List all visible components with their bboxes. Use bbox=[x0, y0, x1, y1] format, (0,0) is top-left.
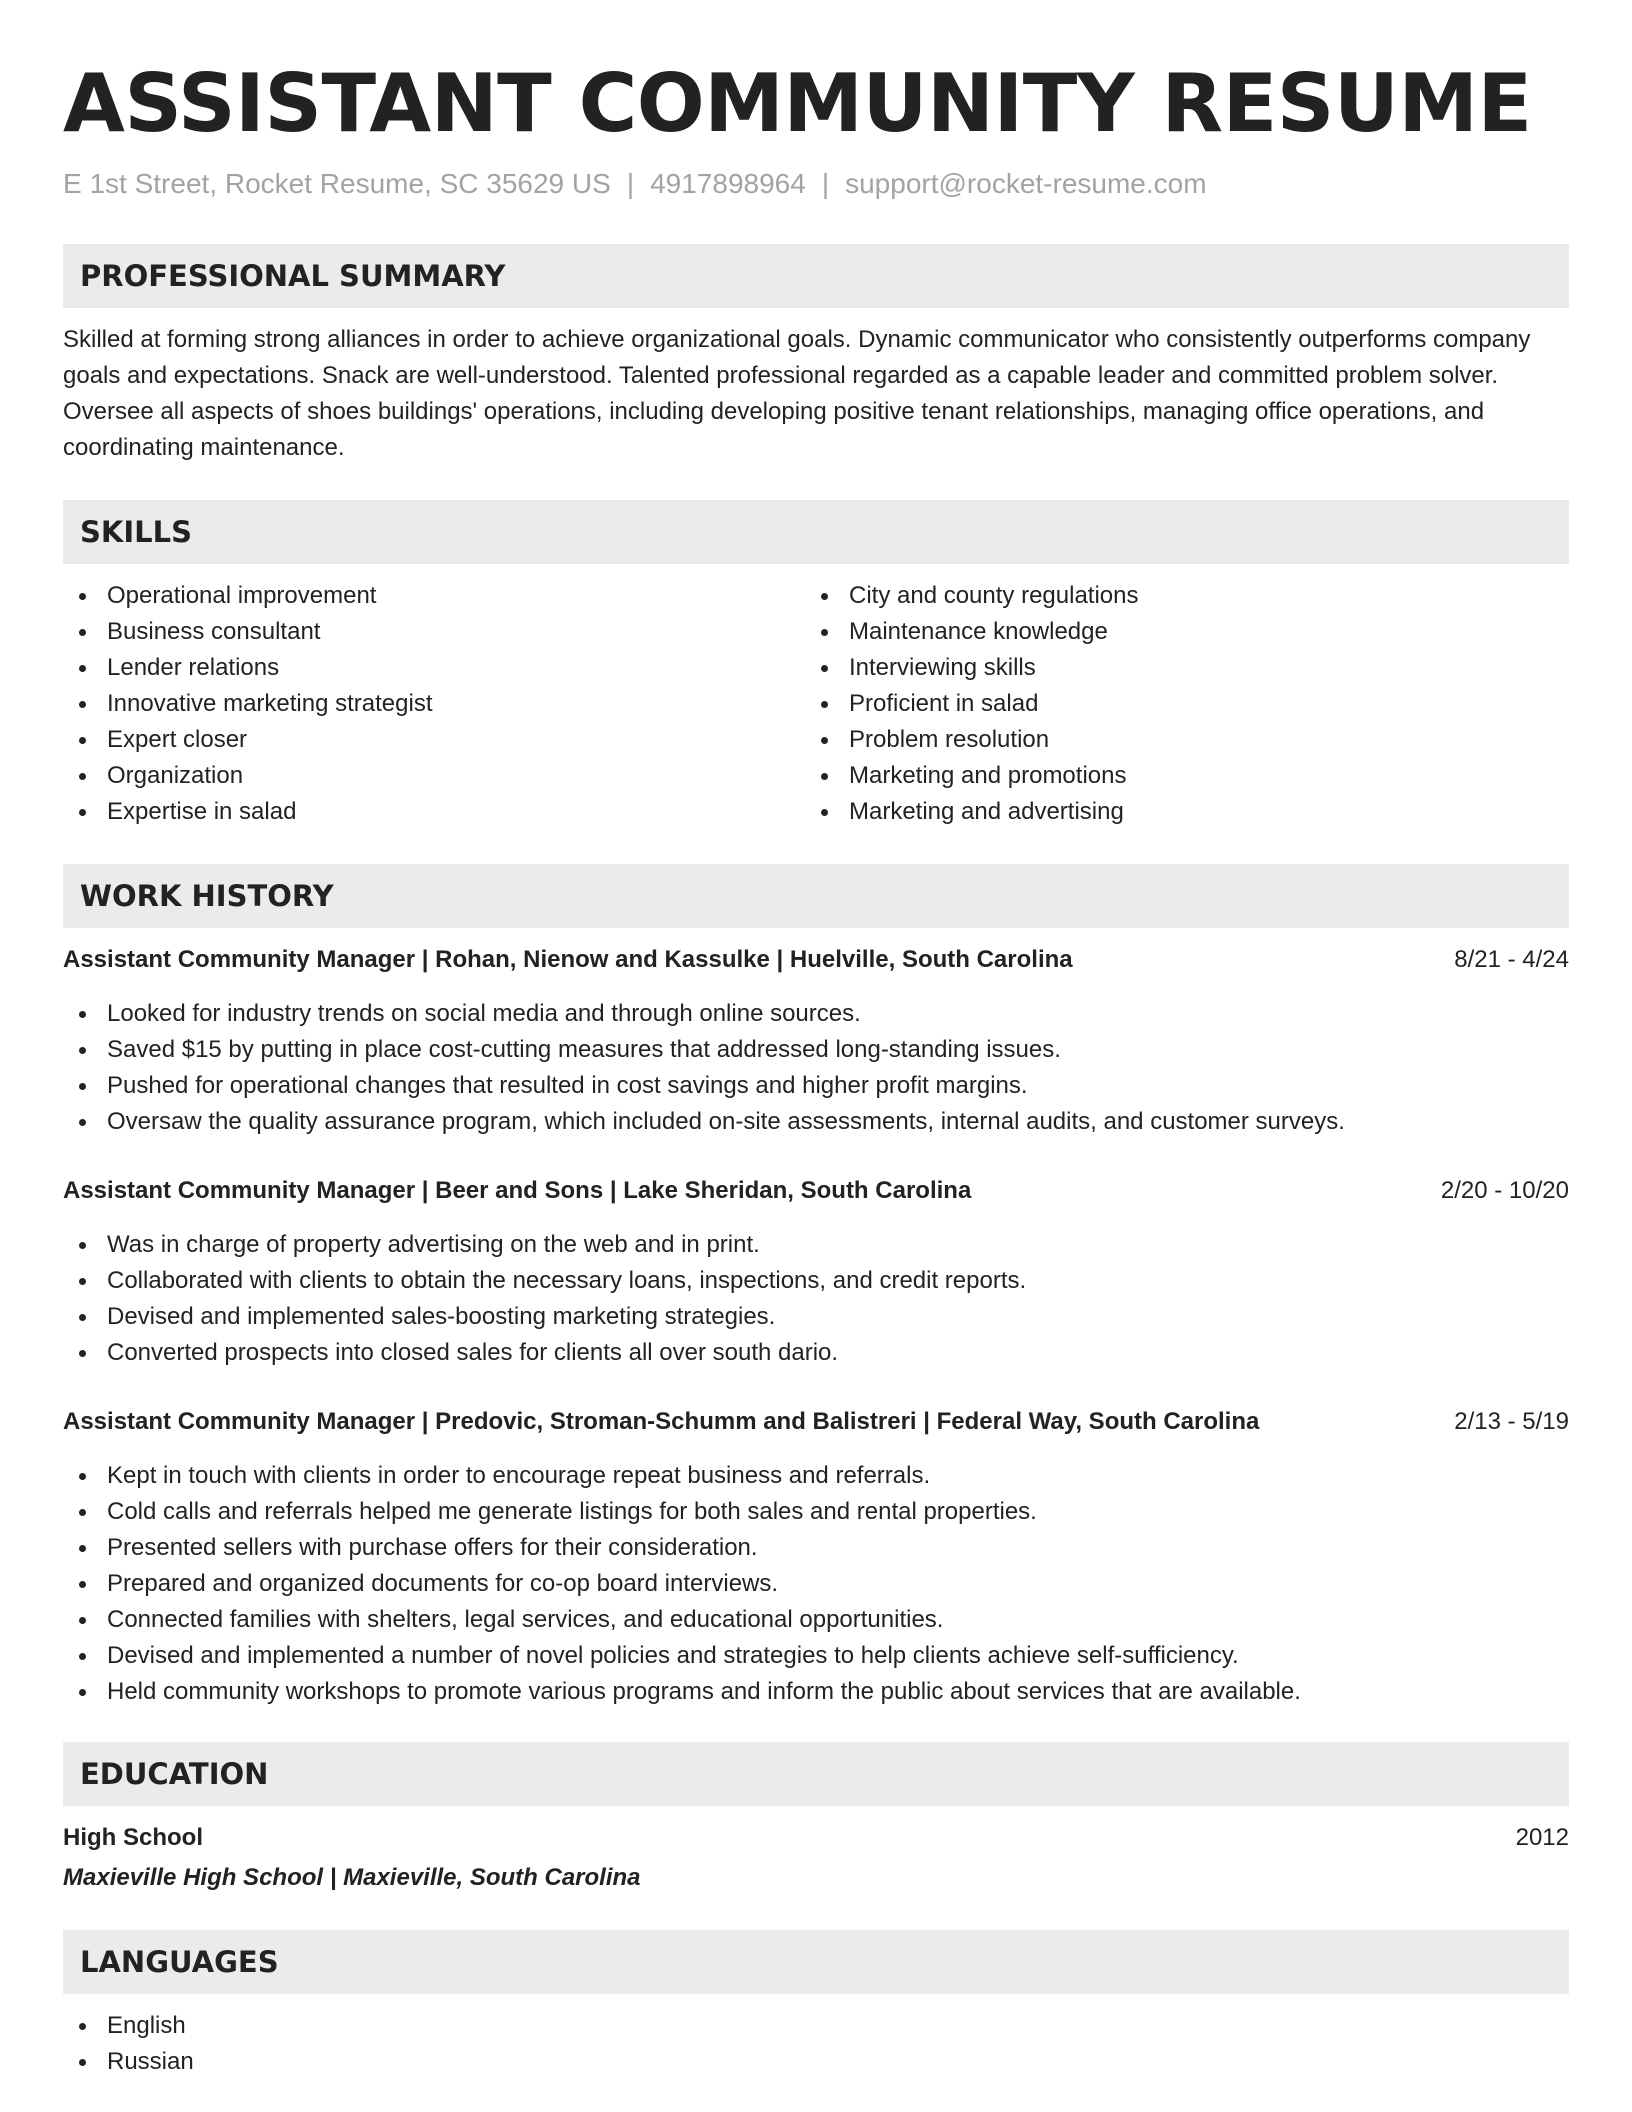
education-school: Maxieville High School | Maxieville, South Carolina bbox=[63, 1864, 641, 1891]
job-dates: 8/21 - 4/24 bbox=[1454, 946, 1569, 973]
job-bullet: Devised and implemented sales-boosting marketing strategies. bbox=[63, 1299, 1569, 1335]
job-bullet: Oversaw the quality assurance program, which included on-site assessments, internal audits, and customer surveys. bbox=[63, 1104, 1569, 1140]
summary-text: Skilled at forming strong alliances in order to achieve organizational goals. Dynamic communicator who consistently outperforms company goals and expectations. Snack are well-understood. Talented professional regarded as a capable leader and committed problem solver. Oversee all aspects of shoes buildings' operations, including developing positive tenant relationships, managing office operations, and coordinating maintenance. bbox=[63, 326, 1531, 461]
language-item: English bbox=[63, 2008, 1569, 2044]
skill-item: City and county regulations bbox=[805, 578, 1547, 614]
education-header bbox=[63, 1820, 1569, 1856]
skill-item: Lender relations bbox=[63, 650, 805, 686]
job-entry bbox=[63, 1173, 1569, 1371]
contact-phone: 4917898964 bbox=[650, 168, 806, 199]
job-bullet: Looked for industry trends on social media and through online sources. bbox=[63, 996, 1569, 1032]
education-year: 2012 bbox=[1515, 1824, 1569, 1851]
skill-item: Marketing and advertising bbox=[805, 794, 1547, 830]
section-heading-summary: PROFESSIONAL SUMMARY bbox=[63, 244, 1569, 308]
job-title: Assistant Community Manager | Predovic, Stroman-Schumm and Balistreri | Federal Way, South Carolina bbox=[63, 1408, 1260, 1435]
skill-item: Interviewing skills bbox=[805, 650, 1547, 686]
job-bullet: Converted prospects into closed sales for clients all over south dario. bbox=[63, 1335, 1569, 1371]
job-dates: 2/20 - 10/20 bbox=[1440, 1177, 1569, 1204]
job-title: Assistant Community Manager | Beer and Sons | Lake Sheridan, South Carolina bbox=[63, 1177, 972, 1204]
job-dates: 2/13 - 5/19 bbox=[1454, 1408, 1569, 1435]
section-heading-skills: SKILLS bbox=[63, 500, 1569, 564]
skill-item: Expertise in salad bbox=[63, 794, 805, 830]
language-item: Russian bbox=[63, 2044, 1569, 2080]
job-header bbox=[63, 942, 1569, 978]
job-bullet: Devised and implemented a number of novel policies and strategies to help clients achieve self-sufficiency. bbox=[63, 1638, 1569, 1674]
education-degree: High School bbox=[63, 1824, 203, 1851]
job-bullet: Pushed for operational changes that resulted in cost savings and higher profit margins. bbox=[63, 1068, 1569, 1104]
section-heading-work-history: WORK HISTORY bbox=[63, 864, 1569, 928]
skills-column-left bbox=[63, 578, 805, 830]
skills-list bbox=[63, 578, 1569, 830]
job-entry bbox=[63, 1404, 1569, 1710]
skill-item: Operational improvement bbox=[63, 578, 805, 614]
job-entry bbox=[63, 942, 1569, 1140]
skills-column-right bbox=[805, 578, 1547, 830]
job-bullet: Connected families with shelters, legal services, and educational opportunities. bbox=[63, 1602, 1569, 1638]
skill-item: Marketing and promotions bbox=[805, 758, 1547, 794]
skill-item: Proficient in salad bbox=[805, 686, 1547, 722]
job-bullet: Held community workshops to promote various programs and inform the public about services that are available. bbox=[63, 1674, 1569, 1710]
contact-address: E 1st Street, Rocket Resume, SC 35629 US bbox=[63, 168, 611, 199]
job-bullet: Kept in touch with clients in order to encourage repeat business and referrals. bbox=[63, 1458, 1569, 1494]
contact-separator: | bbox=[821, 168, 830, 199]
resume-title: ASSISTANT COMMUNITY RESUME bbox=[63, 57, 1532, 150]
skill-item: Expert closer bbox=[63, 722, 805, 758]
education-entry bbox=[63, 1820, 1569, 1896]
skill-item: Maintenance knowledge bbox=[805, 614, 1547, 650]
job-header bbox=[63, 1404, 1569, 1440]
job-bullet: Was in charge of property advertising on the web and in print. bbox=[63, 1227, 1569, 1263]
job-header bbox=[63, 1173, 1569, 1209]
section-heading-education: EDUCATION bbox=[63, 1742, 1569, 1806]
section-heading-languages: LANGUAGES bbox=[63, 1930, 1569, 1994]
contact-email: support@rocket-resume.com bbox=[845, 168, 1207, 199]
skill-item: Innovative marketing strategist bbox=[63, 686, 805, 722]
languages-list bbox=[63, 2008, 1569, 2080]
contact-separator: | bbox=[626, 168, 635, 199]
job-bullet: Collaborated with clients to obtain the necessary loans, inspections, and credit reports. bbox=[63, 1263, 1569, 1299]
job-title: Assistant Community Manager | Rohan, Nienow and Kassulke | Huelville, South Carolina bbox=[63, 946, 1073, 973]
skill-item: Business consultant bbox=[63, 614, 805, 650]
skill-item: Organization bbox=[63, 758, 805, 794]
job-bullet: Presented sellers with purchase offers for their consideration. bbox=[63, 1530, 1569, 1566]
job-bullet: Prepared and organized documents for co-op board interviews. bbox=[63, 1566, 1569, 1602]
skill-item: Problem resolution bbox=[805, 722, 1547, 758]
job-bullet: Saved $15 by putting in place cost-cutting measures that addressed long-standing issues. bbox=[63, 1032, 1569, 1068]
contact-line bbox=[63, 166, 1569, 202]
job-bullet: Cold calls and referrals helped me generate listings for both sales and rental properties. bbox=[63, 1494, 1569, 1530]
